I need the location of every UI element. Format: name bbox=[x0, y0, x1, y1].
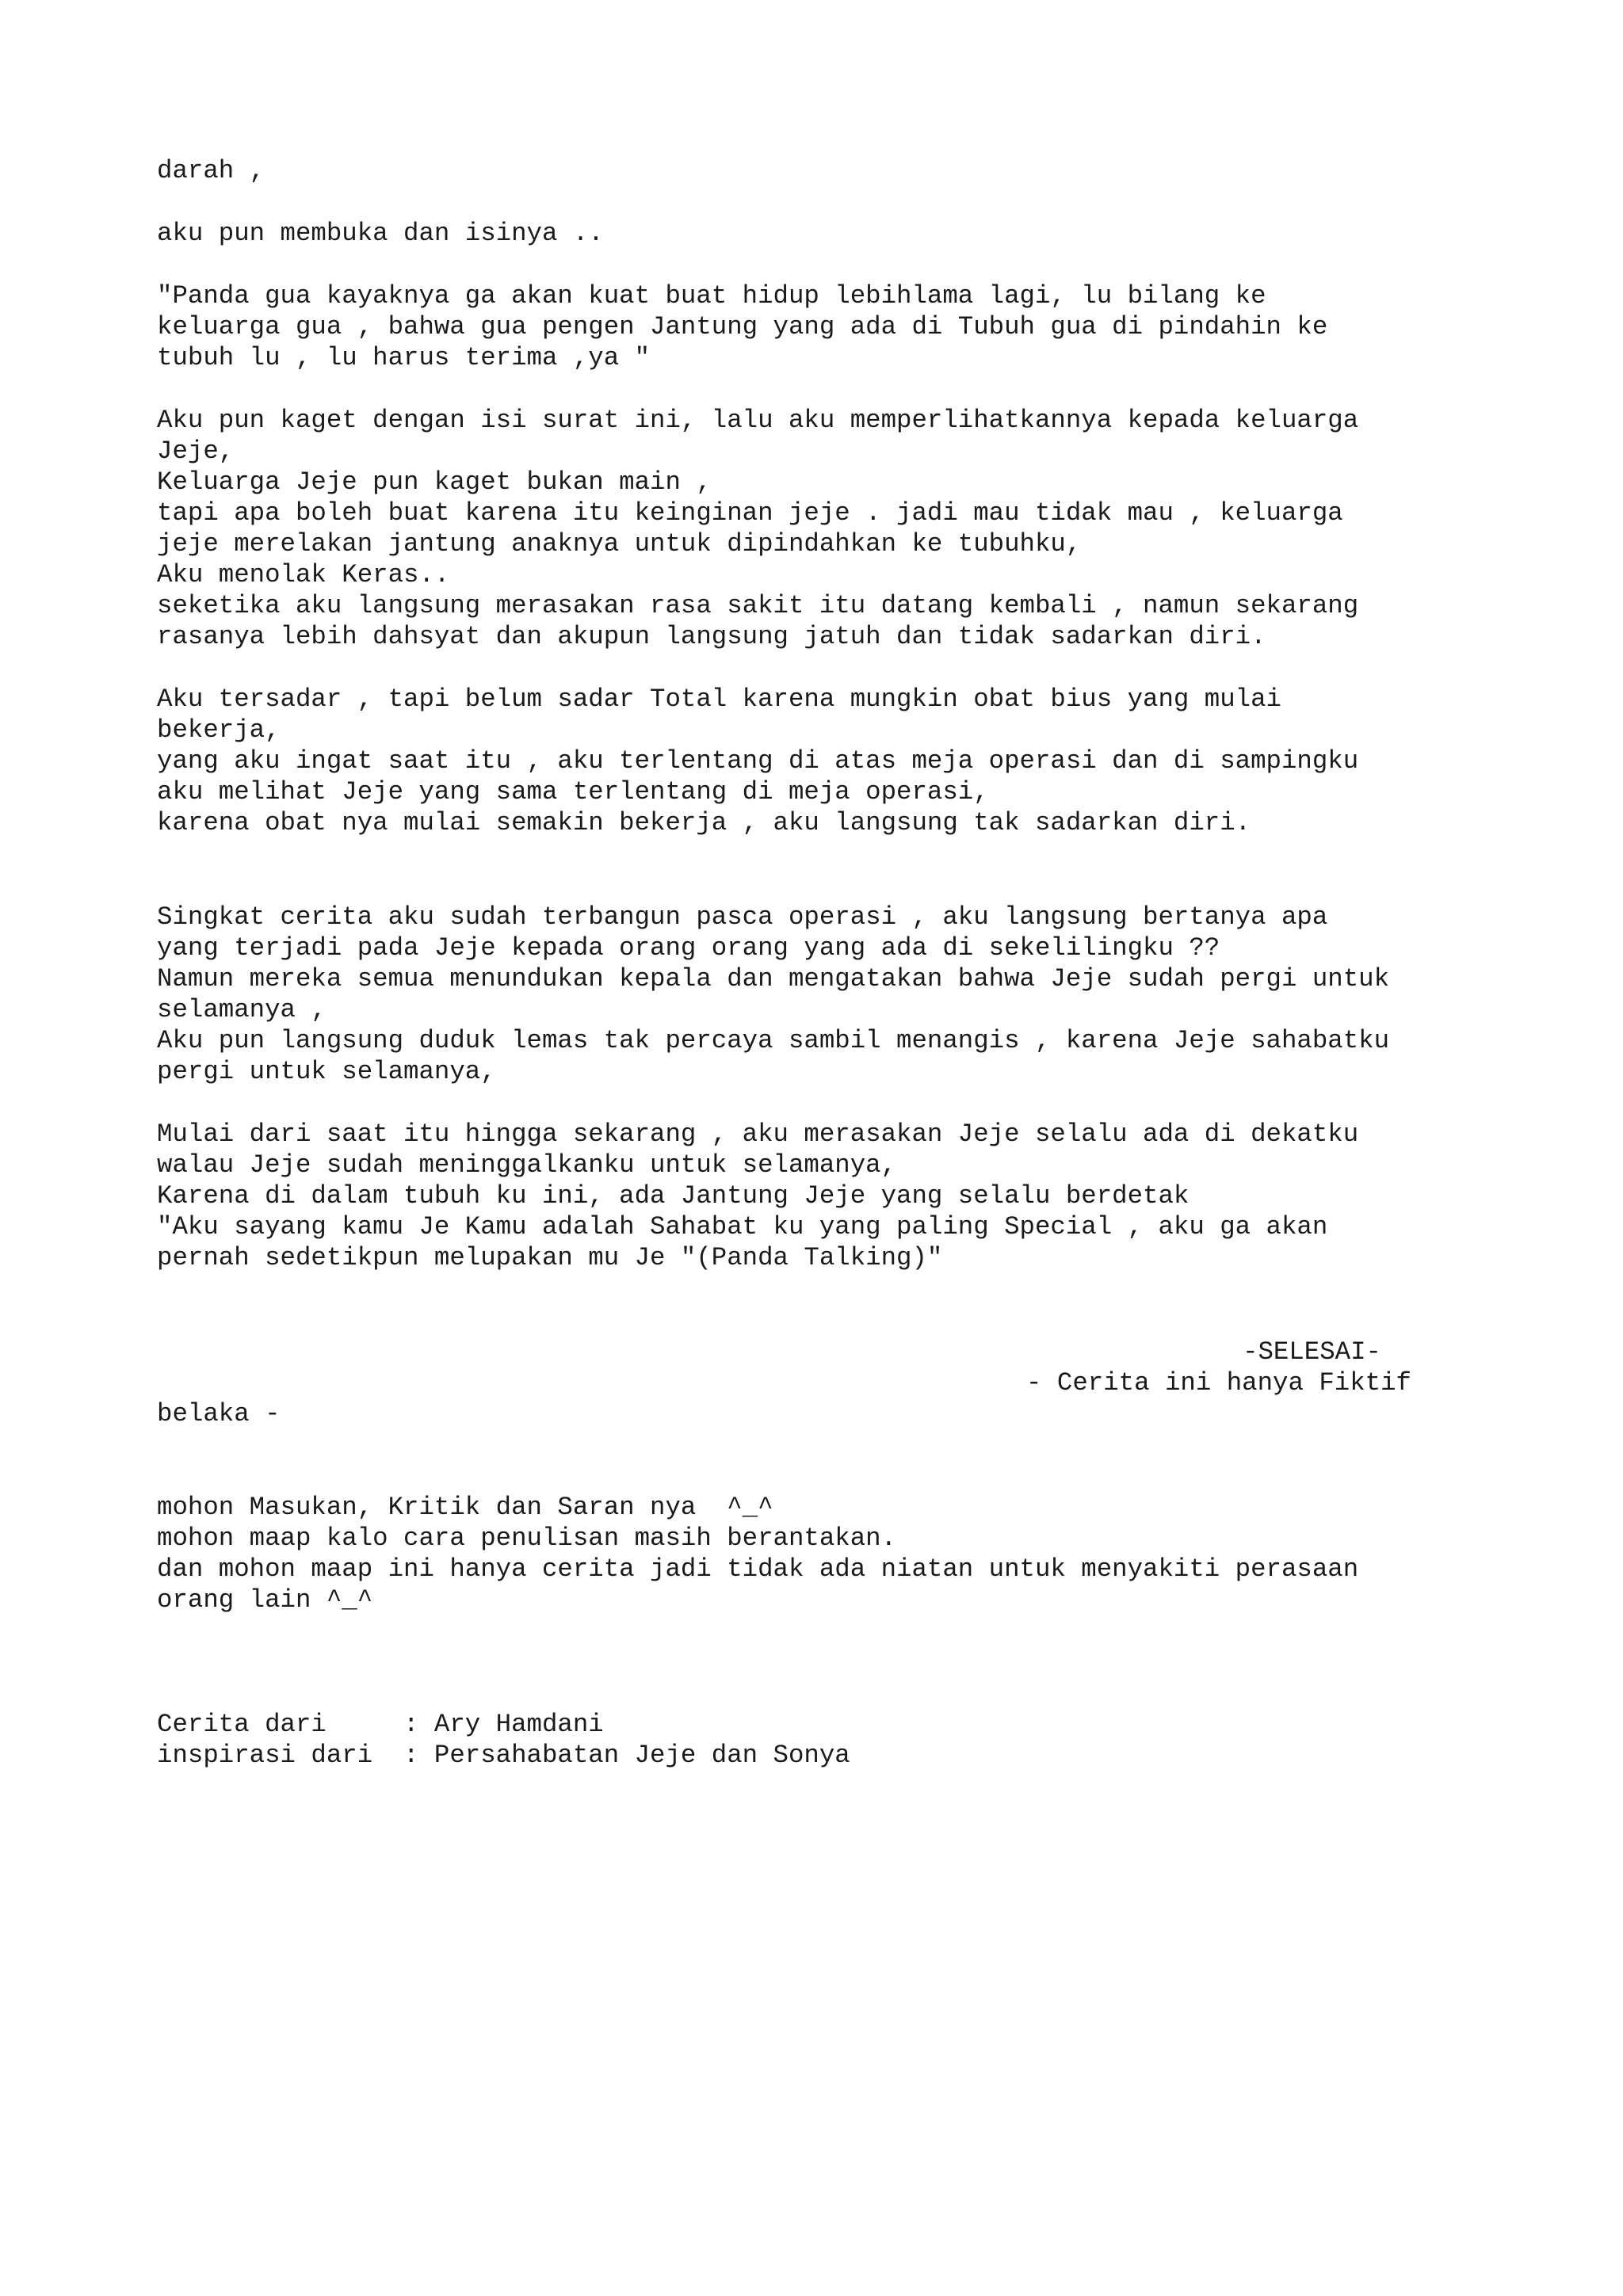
text-line: dan mohon maap ini hanya cerita jadi tidak ada niatan untuk menyakiti perasaan bbox=[157, 1554, 1359, 1584]
text-line: mohon Masukan, Kritik dan Saran nya ^_^ bbox=[157, 1493, 773, 1522]
text-line: darah , bbox=[157, 156, 265, 185]
text-line: Jeje, bbox=[157, 437, 235, 466]
text-line: yang aku ingat saat itu , aku terlentang di atas meja operasi dan di sampingku bbox=[157, 746, 1359, 776]
text-line: karena obat nya mulai semakin bekerja , aku langsung tak sadarkan diri. bbox=[157, 808, 1251, 837]
text-line: Singkat cerita aku sudah terbangun pasca operasi , aku langsung bertanya apa bbox=[157, 902, 1328, 932]
ending-mark: -SELESAI- bbox=[1243, 1337, 1381, 1367]
text-line: walau Jeje sudah meninggalkanku untuk selamanya, bbox=[157, 1150, 897, 1180]
text-line: seketika aku langsung merasakan rasa sakit itu datang kembali , namun sekarang bbox=[157, 591, 1359, 620]
fiction-disclaimer-continued: belaka - bbox=[157, 1399, 281, 1428]
text-line: bekerja, bbox=[157, 715, 281, 745]
text-line: Keluarga Jeje pun kaget bukan main , bbox=[157, 467, 712, 497]
text-line: Aku pun kaget dengan isi surat ini, lalu aku memperlihatkannya kepada keluarga bbox=[157, 406, 1359, 435]
text-line: Aku menolak Keras.. bbox=[157, 560, 450, 589]
text-line: tapi apa boleh buat karena itu keinginan jeje . jadi mau tidak mau , keluarga bbox=[157, 498, 1343, 528]
text-line: Aku tersadar , tapi belum sadar Total karena mungkin obat bius yang mulai bbox=[157, 685, 1281, 714]
text-line: "Aku sayang kamu Je Kamu adalah Sahabat ku yang paling Special , aku ga akan bbox=[157, 1212, 1328, 1241]
text-line: Mulai dari saat itu hingga sekarang , aku merasakan Jeje selalu ada di dekatku bbox=[157, 1119, 1359, 1149]
text-line: yang terjadi pada Jeje kepada orang orang yang ada di sekelilingku ?? bbox=[157, 933, 1220, 963]
text-line: mohon maap kalo cara penulisan masih berantakan. bbox=[157, 1524, 897, 1553]
text-line: tubuh lu , lu harus terima ,ya " bbox=[157, 343, 651, 372]
text-line: pergi untuk selamanya, bbox=[157, 1057, 496, 1086]
text-line: Karena di dalam tubuh ku ini, ada Jantung Jeje yang selalu berdetak bbox=[157, 1181, 1190, 1211]
text-line: orang lain ^_^ bbox=[157, 1585, 373, 1615]
text-line: pernah sedetikpun melupakan mu Je "(Panda Talking)" bbox=[157, 1243, 943, 1272]
text-line: keluarga gua , bahwa gua pengen Jantung yang ada di Tubuh gua di pindahin ke bbox=[157, 312, 1328, 341]
text-line: rasanya lebih dahsyat dan akupun langsung jatuh dan tidak sadarkan diri. bbox=[157, 622, 1266, 651]
text-line: Aku pun langsung duduk lemas tak percaya sambil menangis , karena Jeje sahabatku bbox=[157, 1026, 1390, 1055]
text-line: jeje merelakan jantung anaknya untuk dipindahkan ke tubuhku, bbox=[157, 529, 1082, 559]
fiction-disclaimer: - Cerita ini hanya Fiktif bbox=[1026, 1368, 1411, 1398]
inspiration-credit: inspirasi dari : Persahabatan Jeje dan Sonya bbox=[157, 1741, 850, 1770]
text-line: aku pun membuka dan isinya .. bbox=[157, 219, 604, 248]
author-credit: Cerita dari : Ary Hamdani bbox=[157, 1710, 604, 1739]
text-line: aku melihat Jeje yang sama terlentang di meja operasi, bbox=[157, 777, 989, 807]
text-line: Namun mereka semua menundukan kepala dan mengatakan bahwa Jeje sudah pergi untuk bbox=[157, 964, 1390, 994]
text-line: "Panda gua kayaknya ga akan kuat buat hidup lebihlama lagi, lu bilang ke bbox=[157, 281, 1266, 311]
text-line: selamanya , bbox=[157, 995, 327, 1024]
